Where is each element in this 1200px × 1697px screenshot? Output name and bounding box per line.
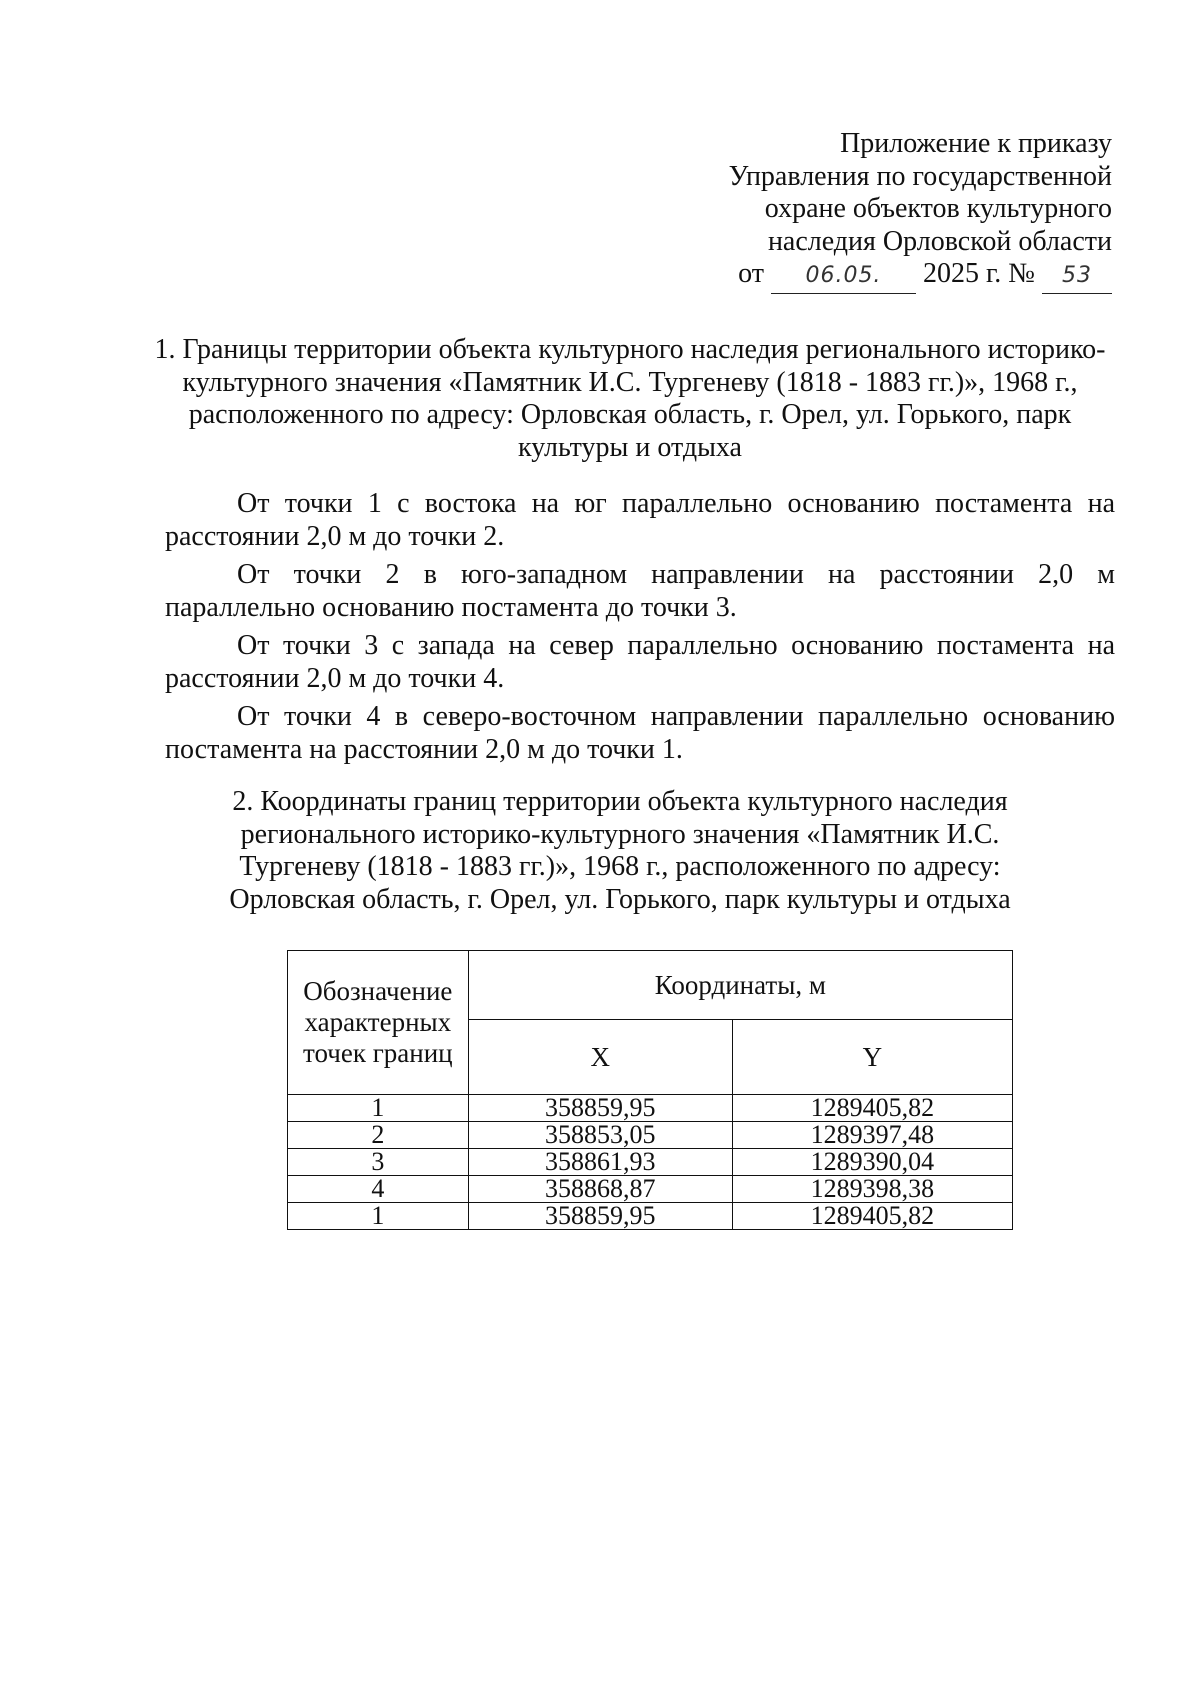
header-point-designation: Обозначение характерных точек границ [288, 951, 469, 1095]
section1-title: 1. Границы территории объекта культурного наследия регионального историко-культурного значения «Памятник И.С. Тургеневу (1818 - 1883 гг.)», 1968 г., расположенного по адресу: Орловская область, г. Орел, ул. Горького, парк культуры и отдыха [154, 334, 1106, 463]
cell-point: 2 [288, 1122, 469, 1149]
appendix-line: Управления по государственной [728, 160, 1112, 192]
cell-y: 1289398,38 [732, 1176, 1012, 1203]
appendix-line: наследия Орловской области [767, 225, 1112, 257]
cell-x: 358859,95 [468, 1095, 732, 1122]
order-number-handwritten: 53 [1042, 260, 1112, 294]
order-date-handwritten: 06.05. [771, 260, 916, 294]
boundary-paragraph: От точки 3 с запада на север параллельно основанию постамента на расстоянии 2,0 м до точки 4. [165, 630, 1115, 694]
boundary-paragraph: От точки 1 с востока на юг параллельно основанию постамента на расстоянии 2,0 м до точки 2. [165, 488, 1115, 552]
appendix-block [692, 128, 1112, 294]
appendix-line: охране объектов культурного [764, 193, 1112, 224]
cell-y: 1289390,04 [732, 1149, 1012, 1176]
appendix-line: Приложение к приказу [840, 128, 1112, 159]
order-year: 2025 г. № [922, 258, 1035, 289]
header-x: X [468, 1020, 732, 1095]
cell-point: 3 [288, 1149, 469, 1176]
cell-x: 358868,87 [468, 1176, 732, 1203]
cell-x: 358861,93 [468, 1149, 732, 1176]
cell-point: 4 [288, 1176, 469, 1203]
cell-y: 1289405,82 [732, 1203, 1012, 1230]
boundary-paragraph: От точки 2 в юго-западном направлении на расстоянии 2,0 м параллельно основанию постамента до точки 3. [165, 559, 1115, 623]
order-line [692, 258, 1112, 294]
cell-y: 1289405,82 [732, 1095, 1012, 1122]
table-row [288, 1203, 1013, 1230]
section2-title: 2. Координаты границ территории объекта культурного наследия регионального историко-культурного значения «Памятник И.С. Тургеневу (1818 - 1883 гг.)», 1968 г., расположенного по адресу: Орловская область, г. Орел, ул. Горького, парк культуры и отдыха [229, 786, 1011, 915]
cell-x: 358853,05 [468, 1122, 732, 1149]
table-row [288, 1122, 1013, 1149]
header-y: Y [732, 1020, 1012, 1095]
cell-point: 1 [288, 1095, 469, 1122]
order-prefix: от [738, 258, 764, 289]
boundary-paragraph: От точки 4 в северо-восточном направлении параллельно основанию постамента на расстоянии 2,0 м до точки 1. [165, 701, 1115, 765]
table-row [288, 1149, 1013, 1176]
table-row [288, 1095, 1013, 1122]
coordinates-table [287, 950, 1013, 1230]
header-coordinates: Координаты, м [468, 951, 1012, 1020]
table-row [288, 1176, 1013, 1203]
section1-body [165, 488, 1115, 772]
cell-x: 358859,95 [468, 1203, 732, 1230]
cell-y: 1289397,48 [732, 1122, 1012, 1149]
cell-point: 1 [288, 1203, 469, 1230]
